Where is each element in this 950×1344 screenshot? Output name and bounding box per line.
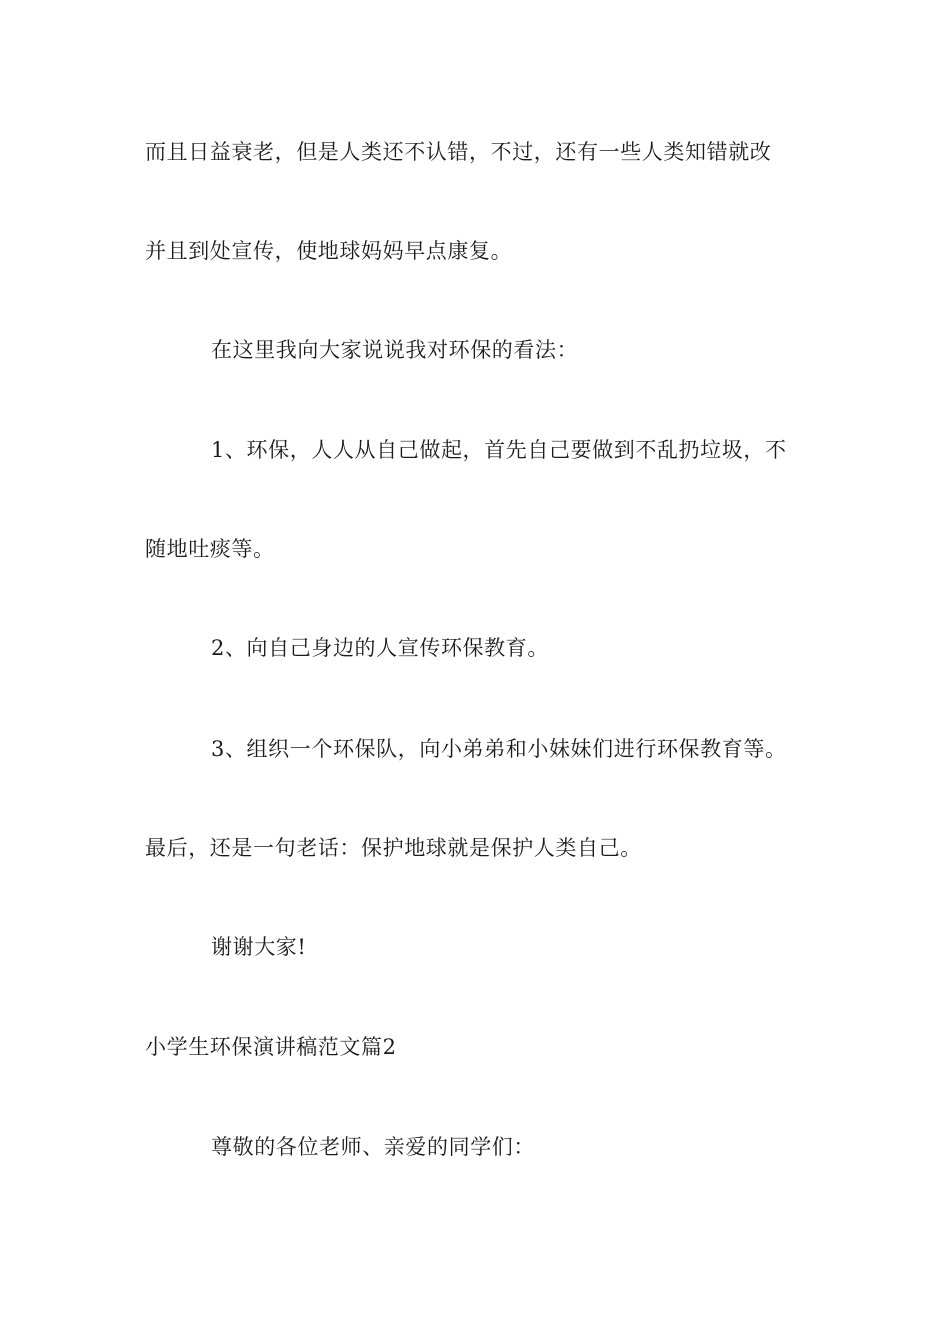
paragraph-line: 在这里我向大家说说我对环保的看法： — [211, 338, 579, 362]
paragraph-line: 而且日益衰老，但是人类还不认错，不过，还有一些人类知错就改 — [145, 140, 772, 164]
paragraph-line: 最后，还是一句老话：保护地球就是保护人类自己。 — [145, 836, 642, 860]
closing-line: 谢谢大家! — [211, 935, 307, 959]
list-item-1-continued: 随地吐痰等。 — [145, 537, 275, 561]
section-heading: 小学生环保演讲稿范文篇2 — [145, 1035, 397, 1059]
list-item-2: 2、向自己身边的人宣传环保教育。 — [211, 636, 549, 660]
paragraph-line: 并且到处宣传，使地球妈妈早点康复。 — [145, 239, 513, 263]
list-item-3: 3、组织一个环保队，向小弟弟和小妹妹们进行环保教育等。 — [211, 737, 787, 761]
salutation-line: 尊敬的各位老师、亲爱的同学们： — [211, 1135, 535, 1159]
list-item-1: 1、环保，人人从自己做起，首先自己要做到不乱扔垃圾，不 — [211, 438, 787, 462]
